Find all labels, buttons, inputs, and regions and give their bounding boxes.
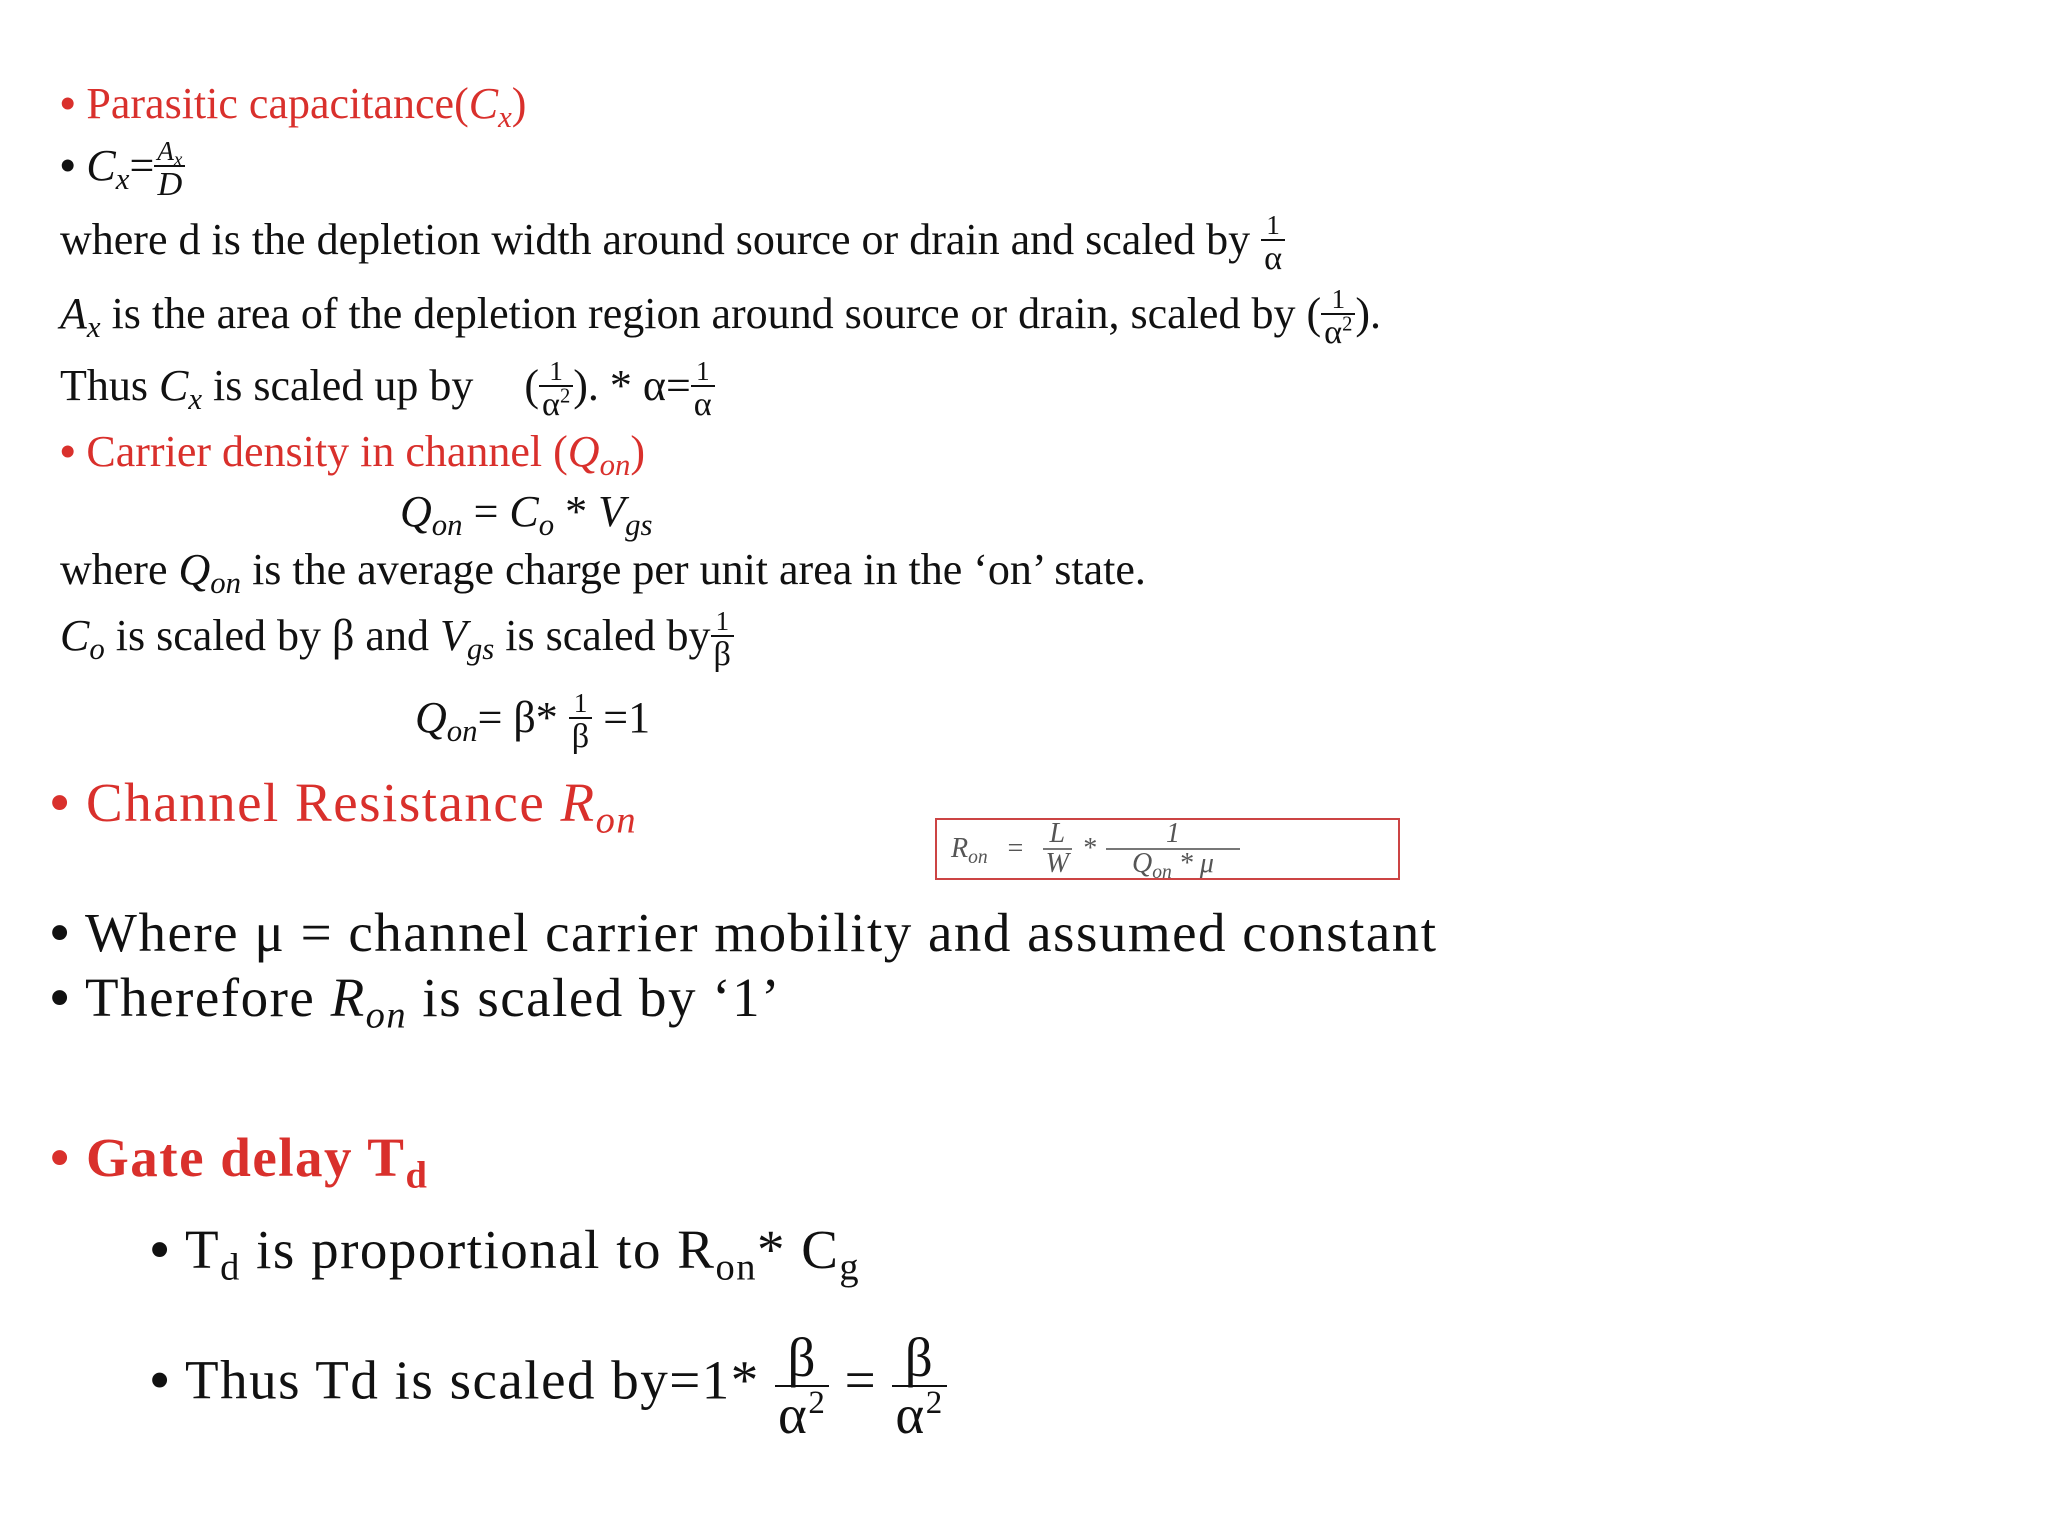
td-proportional-bullet: • $T_d$ is proportional to $R_{on}*$ $C_g$ xyxy=(150,1219,861,1289)
cx-fraction: $\frac{A_x}{D}$ xyxy=(154,138,185,202)
parasitic-heading: • Parasitic $capacitance(C_x)$ xyxy=(60,79,527,135)
mobility-bullet: • Where μ = channel carrier mobility and assumed constant xyxy=(50,902,1438,963)
depletion-width-line: where d is the depletion width around source or drain and scaled by $\frac{1}{\alpha}$ xyxy=(60,212,1285,276)
ron-scaling-bullet: • Therefore $R_{on}$ is scaled by ‘1’ xyxy=(50,967,781,1037)
depletion-area-line: $A_x$ is the area of the depletion region around source or drain, scaled by ( $\frac{1}{\alpha^2}$ ). xyxy=(60,284,1382,352)
gate-delay-heading: • Gate delay $T_d$ xyxy=(50,1127,429,1197)
td-scaling-bullet: • Thus Td is scaled by=1* $\frac{\beta}{\alpha^2}$ = $\frac{\beta}{\alpha^2}$ xyxy=(150,1330,947,1442)
channel-resistance-heading: • Channel Resistance $R_{on}$ xyxy=(50,772,638,842)
ron-formula-box: $R_{on}$ = $\frac{L}{W}$ * $\frac{1}{Q_{on} * \mu}$ xyxy=(935,818,1400,880)
co-vgs-scaling-line: $C_o$ is scaled by β and $V_{gs}$ is scaled by $\frac{1}{\beta}$ xyxy=(60,608,734,672)
qon-result-equation: $Q_{on}= \beta*$ $\frac{1}{\beta}$ =1 xyxy=(415,688,651,756)
cx-scaling-line: Thus $C_x$ is scaled up by ( $\frac{1}{\alpha^2}$ ). * α= $\frac{1}{\alpha}$ xyxy=(60,358,715,422)
cx-formula: • $C_x=$ $\frac{A_x}{D}$ xyxy=(60,138,185,202)
qon-equation: $Q_{on} = C_o * V_{gs}$ xyxy=(400,487,653,543)
qon-definition-line: where $Q_{on}$ is the average charge per unit area in the ‘on’ state. xyxy=(60,545,1146,601)
carrier-density-heading: • Carrier density in channel $(Q_{on})$ xyxy=(60,427,646,483)
